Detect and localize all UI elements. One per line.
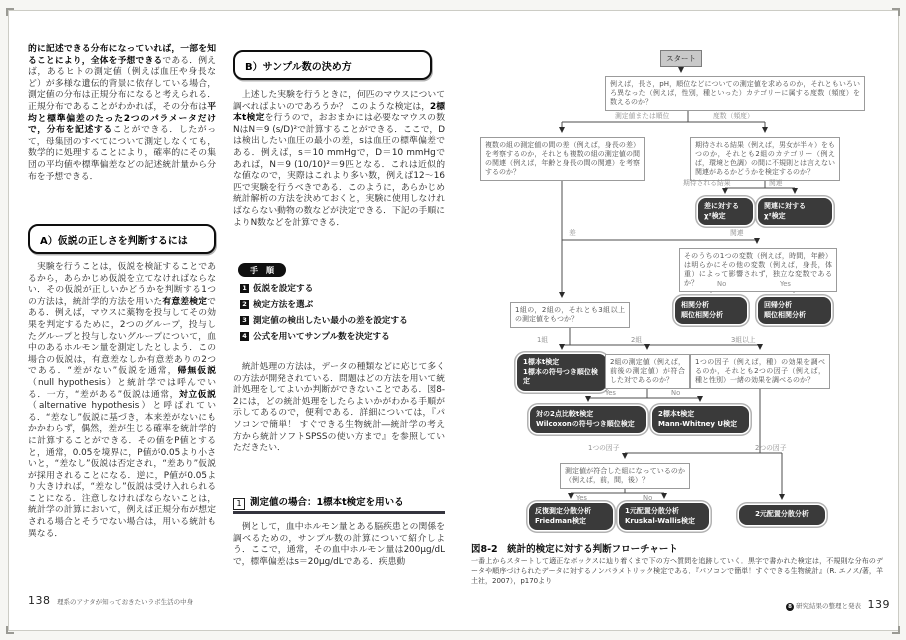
result-line: 2元配置分散分析 <box>755 510 809 518</box>
flow-label-three-plus-groups: 3組以上 <box>731 336 756 344</box>
step-text: 公式を用いてサンプル数を決定する <box>253 332 390 342</box>
flow-label-association: 関連 <box>769 179 783 187</box>
text-run: である．例えば，マウスに薬物を投与してその効果を判定するために，2つのグループ，投与したグループと投与しないグループについて，血中のあるホルモン量を測定したとしよう．この場合の仮説は，有意差なしか有意差ありの2つである．“差がない”仮説を通常， <box>28 296 216 377</box>
flow-result-regression <box>758 297 831 324</box>
flow-question-paired: 2組の測定値（例えば，前後の測定値）が符合した対であるのか？ <box>605 354 690 389</box>
flow-label-no-2: No <box>671 389 681 397</box>
flow-label-frequency: 度数（頻度） <box>713 112 754 120</box>
result-line: 1標本の符号つき順位検定 <box>523 367 598 385</box>
paragraph-method-choice: 統計処理の方法は，データの種類などに応じて多くの方法が開発されている．問題はどの方法を用いて統計処理をしてよいか判断ができないことである．図8-2には，どの統計処理をしたらよいかがわかる手順が示してあるので，便利である．詳細については，『パソコンで簡単！ すぐできる生物統計―統計学の考え方から統計ソフトSPSSの使い方まで』を参照していただきたい． <box>233 362 445 454</box>
paragraph-distribution <box>28 44 216 183</box>
flow-question-independent-variable: そのうちの1つの変数（例えば，時間，年齢）は明らかにその他の変数（例えば，身長，体重）によって影響されず，独立な変数であるか？ <box>679 248 837 292</box>
result-line: Mann-Whitney U検定 <box>658 419 738 428</box>
subsection-number-box: 1 <box>233 498 245 510</box>
page-corner-mark <box>892 626 900 634</box>
text-run: （null hypothesis）と統計学では呼んでいる．一方，“差がある”仮説は通常， <box>28 377 216 400</box>
flow-label-one-factor: 1つの因子 <box>588 444 620 452</box>
page-number: 138 <box>28 594 51 607</box>
flowchart-figure-8-2 <box>455 42 895 562</box>
result-line: 反復測定分散分析 <box>535 507 591 515</box>
flow-question-diff-or-relation: 複数の組の測定値の間の差（例えば，身長の差）を考察するのか，それとも複数の組の測定値の間の関連（例えば，年齢と身長の間の関連）を考察するのか？ <box>480 137 645 181</box>
flow-label-association-2: 関連 <box>730 229 744 237</box>
flow-question-matched-sets: 測定値が符合した組になっているのか（例えば，前，間，後）？ <box>560 463 690 489</box>
procedure-badge: 手 順 <box>238 263 286 277</box>
subsection-rule <box>233 511 445 514</box>
flow-label-two-factors: 2つの因子 <box>755 444 787 452</box>
result-line: χ²検定 <box>764 211 786 220</box>
step-item <box>240 332 390 343</box>
page-corner-mark <box>892 8 900 16</box>
text-run: を行うので，おおまかには必要なマウスの数NはN＝9 (s/D)²で計算することができる．ここで，Dは検出したい血圧の最小の差，sは血圧の標準偏差である．例えば，s＝10 mmHgで，D＝10 mmHgであれば，N＝9 (10/10)²＝9匹となる．これは近似的な値なので，実際はこれより多い数，例えば12〜16匹で実験を行うべきである．このように，あらかじめ統計解析の方法を決めておくと，実験に使用しなければならない動物の数などが決定できる．下記の手順によりN数などを計算できる． <box>233 113 445 228</box>
flow-label-difference: 差 <box>569 229 576 237</box>
flow-result-twoway-anova <box>739 505 825 525</box>
flow-start-node: スタート <box>660 50 702 67</box>
text-run: 対立仮説 <box>179 389 216 400</box>
result-line: Kruskal-Wallis検定 <box>625 516 695 525</box>
flow-result-one-sample-t <box>517 354 607 391</box>
step-number-badge: 2 <box>240 300 249 309</box>
result-line: χ²検定 <box>704 211 726 220</box>
subsection-title: 測定値の場合：1標本t検定を用いる <box>250 497 404 508</box>
text-run: ことができる．したがって，母集団のすべてについて測定しなくても，数学的に処理することにより，確率的にその集団の平均値や標準偏差などの記述統計量から分布を予想できる． <box>28 125 216 182</box>
running-title: 研究結果の整理と発表 <box>796 602 861 610</box>
flow-result-repeated-anova-friedman <box>529 503 613 530</box>
figure-caption-body: 一番上からスタートして適正なボックスに辿り着くまで下の方へ質問を追跡していく．黒字で書かれた検定は，不規則な分布のデータや順序づけられたデータに対するノンパラメトリック検定である．『パソコンで簡単！すぐできる生物統計』（R. エノス/著，羊土社，2007），p170より <box>471 557 883 585</box>
result-line: Wilcoxonの符号つき順位検定 <box>536 419 635 428</box>
flow-label-yes: Yes <box>780 280 791 288</box>
paragraph-hypothesis-testing <box>28 262 216 540</box>
step-item <box>240 300 313 311</box>
result-line: 1標本t検定 <box>523 358 560 366</box>
step-number-badge: 1 <box>240 284 249 293</box>
flow-result-correlation <box>675 297 747 324</box>
flow-question-factor-count: 1つの因子（例えば，種）の効果を調べるのか，それとも2つの因子（例えば，種と性別）一緒の効果を調べるのか？ <box>690 354 830 389</box>
paragraph-sample-size <box>233 90 445 229</box>
step-text: 測定値の検出したい最小の差を設定する <box>253 316 408 326</box>
text-run: （alternative hypothesis）と呼ばれている．“差なし”仮説に基づき，本来差がないにもかかわらず，偶然，差が生じる確率を統計学的に計算することができる．その値をP値とすると，通常，0.05を境界に，P値が0.05より小さいと，“差なし”仮説は否定され，“差あり”仮説が採用されることになる．逆に，P値が0.05より大きければ，“差なし”仮説は受け入れられることになる．注意しなければならないことは，統計学の計算において，例えば正規分布が想定される場合とそうでない場合は，用いる統計も異なる． <box>28 401 216 539</box>
left-page-footer <box>28 594 193 607</box>
subsection-1-heading <box>233 494 404 510</box>
text-run: 平均と標準偏差のたった2つのパラメータだけで，分布を記述する <box>28 101 216 136</box>
result-line: 1元配置分散分析 <box>625 507 679 515</box>
flow-label-two-groups: 2組 <box>631 336 643 344</box>
flow-label-measure: 測定値または順位 <box>615 112 670 120</box>
flow-label-yes-3: Yes <box>576 494 587 502</box>
text-run: 的に記述できる分布になっていれば，一部を知ることにより，全体を予想できる <box>28 44 216 66</box>
right-page-footer <box>600 598 890 611</box>
running-title: 理系のアナタが知っておきたいラボ生活の中身 <box>57 598 194 606</box>
result-line: 関連に対する <box>764 202 806 210</box>
text-run: 有意差検定 <box>162 296 208 307</box>
result-line: 対の2点比較t検定 <box>536 410 594 418</box>
flow-label-yes-2: Yes <box>605 389 616 397</box>
text-run: 上述した実験を行うときに，何匹のマウスについて調べればよいのであろうか？ このような検定は， <box>233 90 445 112</box>
section-a-heading: A）仮説の正しさを判断するには <box>28 224 216 254</box>
result-line: 順位相関分析 <box>764 310 806 319</box>
step-item <box>240 316 408 327</box>
chapter-badge: 8 <box>786 603 794 611</box>
result-line: 回帰分析 <box>764 301 792 309</box>
flow-result-paired-t-wilcoxon <box>530 406 646 433</box>
result-line: 差に対する <box>704 202 739 210</box>
flow-label-one-group: 1組 <box>537 336 549 344</box>
page-corner-mark <box>6 8 14 16</box>
flow-question-measure-or-count: 例えば，長さ，pH，順位などについての測定値を求めるのか，それともいろいろ異なった（例えば，性別，種といった）カテゴリーに属する度数（頻度）を数えるのか？ <box>605 76 865 111</box>
figure-caption-title: 図8-2 統計的検定に対する判断フローチャート <box>471 544 678 555</box>
step-text: 検定方法を選ぶ <box>253 300 314 310</box>
page-corner-mark <box>6 626 14 634</box>
result-line: Friedman検定 <box>535 516 586 525</box>
text-run: 2標本t検定 <box>233 101 445 124</box>
flow-label-no-3: No <box>643 494 653 502</box>
flow-result-chi-square-diff <box>698 198 753 225</box>
step-number-badge: 4 <box>240 332 249 341</box>
flow-label-expected-result: 期待される結果 <box>683 179 731 187</box>
result-line: 順位相関分析 <box>681 310 723 319</box>
section-b-heading: B）サンプル数の決め方 <box>233 50 432 80</box>
step-text: 仮説を設定する <box>253 284 314 294</box>
flow-question-expected-or-assoc: 期待される結果（例えば，男女が半々）をもつのか，それとも2組のカテゴリー（例えば，環境と色調）の間に不規則とは言えない関連があるかどうかを検定するのか？ <box>690 137 840 181</box>
text-run: 帰無仮説 <box>177 366 216 377</box>
flow-label-no: No <box>717 280 727 288</box>
result-line: 2標本t検定 <box>658 410 695 418</box>
text-run: 実験を行うことは，仮説を検証することであるから，あらかじめ仮説を立てなければならない．その仮説が正しいかどうかを判断する1つの方法は，統計学的方法を用いた <box>28 262 216 307</box>
step-item <box>240 284 313 295</box>
result-line: 相関分析 <box>681 301 709 309</box>
paragraph-hormone-example: 例として，血中ホルモン量とある脳疾患との関係を調べるための，サンプル数の計算について紹介しよう．ここで，通常，その血中ホルモン量は200μg/dLで，標準偏差はs＝20μg/dLである．疾患動 <box>233 522 445 567</box>
flow-result-oneway-anova-kruskal <box>619 503 709 530</box>
flow-question-group-count: 1組の，2組の，それとも3組以上の測定値をもつか？ <box>510 302 630 328</box>
flow-result-two-sample-t-mann-whitney <box>652 406 749 433</box>
page-number: 139 <box>867 598 890 611</box>
step-number-badge: 3 <box>240 316 249 325</box>
flow-result-chi-square-assoc <box>758 198 832 225</box>
text-run: である．例えば，あるヒトの測定値（例えば血圧や身長など）が多様な遺伝的背景に依存している場合，測定値の分布は正規分布になると考えられる．正規分布であることがわかれば，その分布は <box>28 55 216 112</box>
